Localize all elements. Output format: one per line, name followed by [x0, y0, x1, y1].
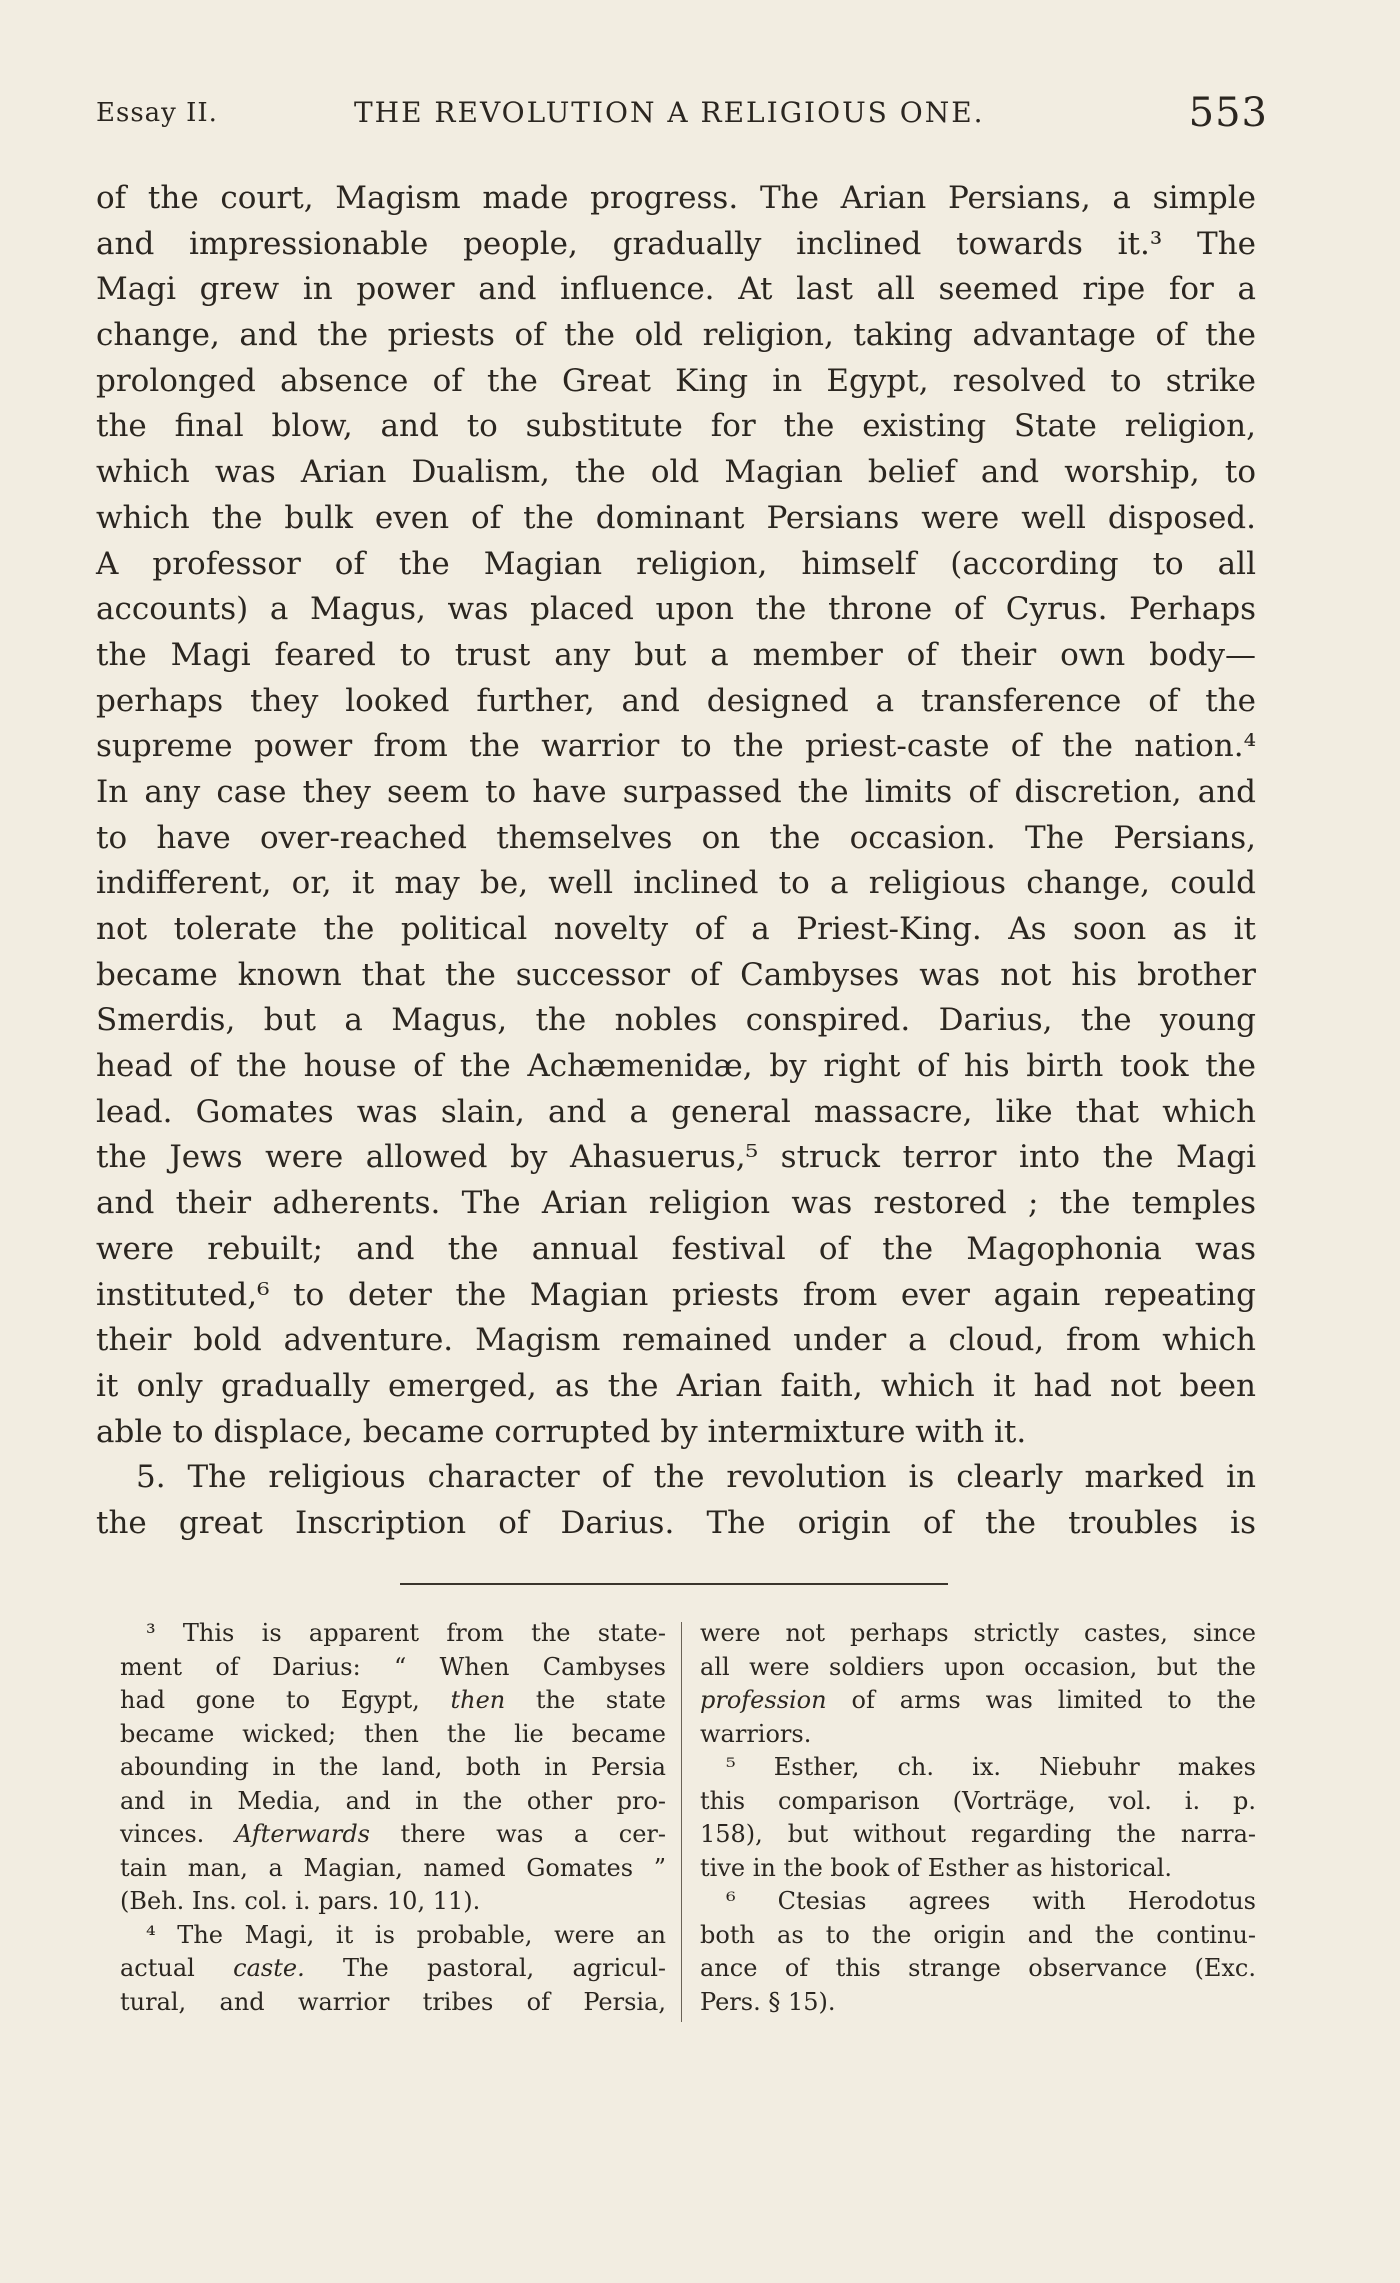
footnote-rule: [400, 1583, 948, 1585]
footnotes-left-column: [120, 1617, 666, 2019]
footnote-line: actual caste. The pastoral, agricul-: [120, 1954, 666, 1982]
footnote-line: tain man, a Magian, named Gomates ”: [120, 1853, 666, 1882]
footnote-line: both as to the origin and the continu-: [700, 1920, 1256, 1949]
running-head-title: THE REVOLUTION A RELIGIOUS ONE.: [354, 96, 985, 129]
body-line: change, and the priests of the old religion, taking advantage of the: [96, 317, 1256, 354]
footnote-column-divider: [681, 1622, 682, 2022]
body-line: Smerdis, but a Magus, the nobles conspired. Darius, the young: [96, 1002, 1256, 1039]
body-line: to have over-reached themselves on the occasion. The Persians,: [96, 819, 1256, 856]
body-line: perhaps they looked further, and designed a transference of the: [96, 682, 1256, 719]
footnote-line: warriors.: [700, 1719, 812, 1748]
footnote-line: (Beh. Ins. col. i. pars. 10, 11).: [120, 1887, 481, 1915]
body-line: of the court, Magism made progress. The Arian Persians, a simple: [96, 180, 1256, 216]
footnote-line: 158), but without regarding the narra-: [700, 1820, 1256, 1848]
body-text: [96, 176, 1256, 1547]
footnote-line: were not perhaps strictly castes, since: [700, 1619, 1256, 1647]
footnote-line: became wicked; then the lie became: [120, 1719, 666, 1748]
body-line: instituted,⁶ to deter the Magian priests from ever again repeating: [96, 1276, 1256, 1313]
running-head: [96, 88, 1268, 138]
footnote-line: vinces. Afterwards there was a cer-: [120, 1820, 666, 1848]
body-line: able to displace, became corrupted by intermixture with it.: [96, 1413, 1027, 1450]
body-line: the Magi feared to trust any but a member of their own body—: [96, 636, 1256, 673]
body-line: their bold adventure. Magism remained under a cloud, from which: [96, 1322, 1256, 1359]
footnote-line: Pers. § 15).: [700, 1987, 836, 2016]
body-line: accounts) a Magus, was placed upon the throne of Cyrus. Perhaps: [96, 591, 1256, 628]
footnote-line: profession of arms was limited to the: [700, 1686, 1256, 1714]
body-line: head of the house of the Achæmenidæ, by right of his birth took the: [96, 1048, 1256, 1085]
footnote-line: tural, and warrior tribes of Persia,: [120, 1987, 666, 2016]
footnote-line: ⁶ Ctesias agrees with Herodotus: [726, 1887, 1256, 1915]
footnote-line: ance of this strange observance (Exc.: [700, 1954, 1256, 1982]
footnote-line: ⁵ Esther, ch. ix. Niebuhr makes: [726, 1753, 1256, 1781]
footnote-line: ment of Darius: “ When Cambyses: [120, 1652, 666, 1681]
footnote-line: all were soldiers upon occasion, but the: [700, 1652, 1256, 1681]
footnote-line: abounding in the land, both in Persia: [120, 1753, 666, 1781]
body-line: Magi grew in power and influence. At last all seemed ripe for a: [96, 271, 1256, 308]
body-line: which the bulk even of the dominant Persians were well disposed.: [96, 499, 1256, 536]
body-line: became known that the successor of Cambyses was not his brother: [96, 956, 1256, 993]
body-line: supreme power from the warrior to the priest-caste of the nation.⁴: [96, 728, 1256, 765]
body-line: A professor of the Magian religion, himself (according to all: [96, 545, 1256, 582]
body-line: and their adherents. The Arian religion was restored ; the temples: [96, 1185, 1256, 1222]
footnote-line: this comparison (Vorträge, vol. i. p.: [700, 1786, 1256, 1815]
body-line: prolonged absence of the Great King in Egypt, resolved to strike: [96, 362, 1256, 399]
footnote-line: ⁴ The Magi, it is probable, were an: [146, 1920, 666, 1949]
footnote-line: tive in the book of Esther as historical.: [700, 1853, 1173, 1882]
running-head-essay: Essay II.: [96, 98, 218, 128]
body-line: the final blow, and to substitute for the existing State religion,: [96, 408, 1256, 445]
body-line: it only gradually emerged, as the Arian faith, which it had not been: [96, 1367, 1256, 1404]
page-number: 553: [1188, 90, 1268, 136]
body-line: the great Inscription of Darius. The origin of the troubles is: [96, 1504, 1256, 1541]
footnote-line: had gone to Egypt, then the state: [120, 1686, 666, 1714]
body-line: lead. Gomates was slain, and a general massacre, like that which: [96, 1093, 1256, 1130]
body-line: In any case they seem to have surpassed the limits of discretion, and: [96, 773, 1256, 810]
body-line: and impressionable people, gradually inclined towards it.³ The: [96, 225, 1256, 262]
body-line: not tolerate the political novelty of a Priest-King. As soon as it: [96, 911, 1256, 947]
body-line: 5. The religious character of the revolution is clearly marked in: [136, 1459, 1256, 1496]
body-line: the Jews were allowed by Ahasuerus,⁵ struck terror into the Magi: [96, 1139, 1256, 1176]
body-line: which was Arian Dualism, the old Magian belief and worship, to: [96, 454, 1256, 491]
footnote-line: and in Media, and in the other pro-: [120, 1786, 666, 1815]
footnote-line: ³ This is apparent from the state-: [146, 1619, 666, 1647]
body-line: were rebuilt; and the annual festival of the Magophonia was: [96, 1230, 1256, 1267]
footnotes-right-column: [700, 1617, 1256, 2019]
body-line: indifferent, or, it may be, well inclined to a religious change, could: [96, 865, 1256, 902]
